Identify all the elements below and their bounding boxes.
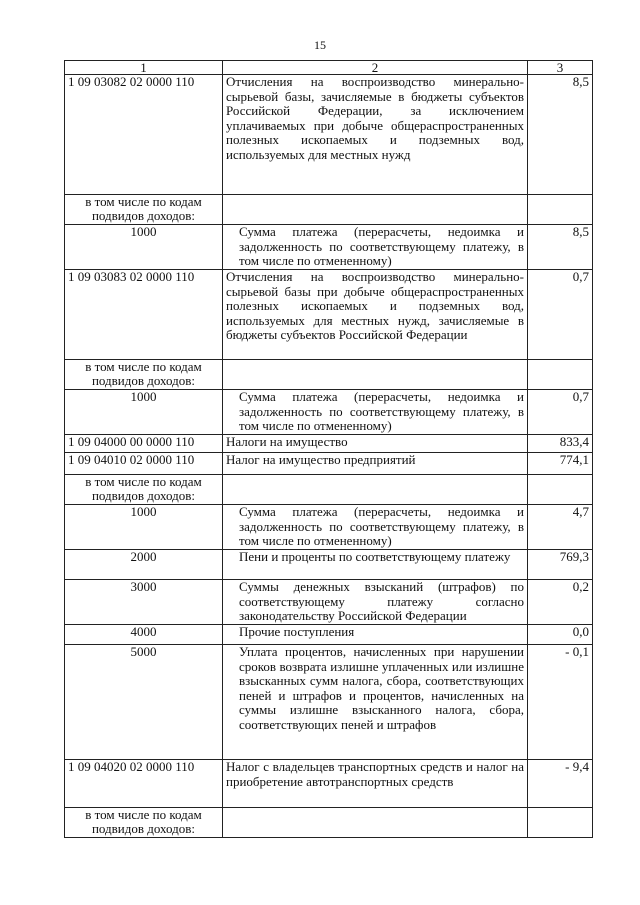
table-row <box>65 645 593 760</box>
header-col-1: 1 <box>65 61 223 75</box>
table-row <box>65 270 593 360</box>
income-amount: - 9,4 <box>528 760 593 808</box>
subtype-code: 1000 <box>65 505 223 550</box>
table-row <box>65 75 593 195</box>
income-amount: 0,7 <box>528 390 593 435</box>
income-description: Сумма платежа (перерасчеты, недоимка и задолженность по соответствующему платежу, в том числе по отмененному) <box>223 225 528 270</box>
income-description <box>223 808 528 838</box>
header-col-3: 3 <box>528 61 593 75</box>
subtype-caption: в том числе по кодам подвидов доходов: <box>65 360 223 390</box>
income-amount: 769,3 <box>528 550 593 580</box>
table-header-row <box>65 61 593 75</box>
subtype-caption: в том числе по кодам подвидов доходов: <box>65 808 223 838</box>
income-amount: - 0,1 <box>528 645 593 760</box>
income-code: 1 09 04000 00 0000 110 <box>65 435 223 453</box>
table-row <box>65 760 593 808</box>
income-amount <box>528 195 593 225</box>
subtype-code: 5000 <box>65 645 223 760</box>
table-row <box>65 225 593 270</box>
table-row <box>65 808 593 838</box>
income-description: Отчисления на воспроизводство минерально-сырьевой базы, зачисляемые в бюджеты субъектов Российской Федерации, за исключением уплачиваемых при добыче общераспространенных полезных ископаемых и подземных вод, используемых для местных нужд <box>223 75 528 195</box>
income-code: 1 09 04010 02 0000 110 <box>65 453 223 475</box>
table-row <box>65 550 593 580</box>
income-amount <box>528 475 593 505</box>
income-amount: 0,7 <box>528 270 593 360</box>
table-row <box>65 580 593 625</box>
subtype-code: 4000 <box>65 625 223 645</box>
income-code: 1 09 03083 02 0000 110 <box>65 270 223 360</box>
income-description: Сумма платежа (перерасчеты, недоимка и задолженность по соответствующему платежу, в том числе по отмененному) <box>223 505 528 550</box>
subtype-caption: в том числе по кодам подвидов доходов: <box>65 195 223 225</box>
subtype-code: 1000 <box>65 225 223 270</box>
subtype-code: 2000 <box>65 550 223 580</box>
income-code: 1 09 04020 02 0000 110 <box>65 760 223 808</box>
income-description: Налог на имущество предприятий <box>223 453 528 475</box>
subtype-caption: в том числе по кодам подвидов доходов: <box>65 475 223 505</box>
income-description: Суммы денежных взысканий (штрафов) по соответствующему платежу согласно законодательству Российской Федерации <box>223 580 528 625</box>
income-amount: 833,4 <box>528 435 593 453</box>
income-description: Отчисления на воспроизводство минерально-сырьевой базы при добыче общераспространенных полезных ископаемых и подземных вод, используемых для местных нужд, зачисляемые в бюджеты субъектов Российской Федерации <box>223 270 528 360</box>
table-row <box>65 435 593 453</box>
income-amount: 0,0 <box>528 625 593 645</box>
table-row <box>65 195 593 225</box>
income-amount: 774,1 <box>528 453 593 475</box>
budget-table <box>64 60 593 838</box>
table-row <box>65 360 593 390</box>
header-col-2: 2 <box>223 61 528 75</box>
subtype-code: 3000 <box>65 580 223 625</box>
income-amount <box>528 808 593 838</box>
table-row <box>65 453 593 475</box>
page-number: 15 <box>314 38 326 52</box>
income-amount: 8,5 <box>528 75 593 195</box>
table-row <box>65 625 593 645</box>
income-code: 1 09 03082 02 0000 110 <box>65 75 223 195</box>
income-description <box>223 360 528 390</box>
income-description: Налоги на имущество <box>223 435 528 453</box>
income-description <box>223 475 528 505</box>
table-row <box>65 390 593 435</box>
income-description: Налог с владельцев транспортных средств и налог на приобретение автотранспортных средств <box>223 760 528 808</box>
table-row <box>65 505 593 550</box>
table-row <box>65 475 593 505</box>
income-description: Пени и проценты по соответствующему платежу <box>223 550 528 580</box>
income-amount: 8,5 <box>528 225 593 270</box>
income-description: Уплата процентов, начисленных при нарушении сроков возврата излишне уплаченных или излишне взысканных сумм налога, сбора, соответствующих пеней и штрафов и процентов, начисленных на суммы излишне взысканного налога, сбора, соответствующих пеней и штрафов <box>223 645 528 760</box>
income-amount <box>528 360 593 390</box>
income-description <box>223 195 528 225</box>
income-description: Сумма платежа (перерасчеты, недоимка и задолженность по соответствующему платежу, в том числе по отмененному) <box>223 390 528 435</box>
income-amount: 0,2 <box>528 580 593 625</box>
subtype-code: 1000 <box>65 390 223 435</box>
income-description: Прочие поступления <box>223 625 528 645</box>
income-amount: 4,7 <box>528 505 593 550</box>
